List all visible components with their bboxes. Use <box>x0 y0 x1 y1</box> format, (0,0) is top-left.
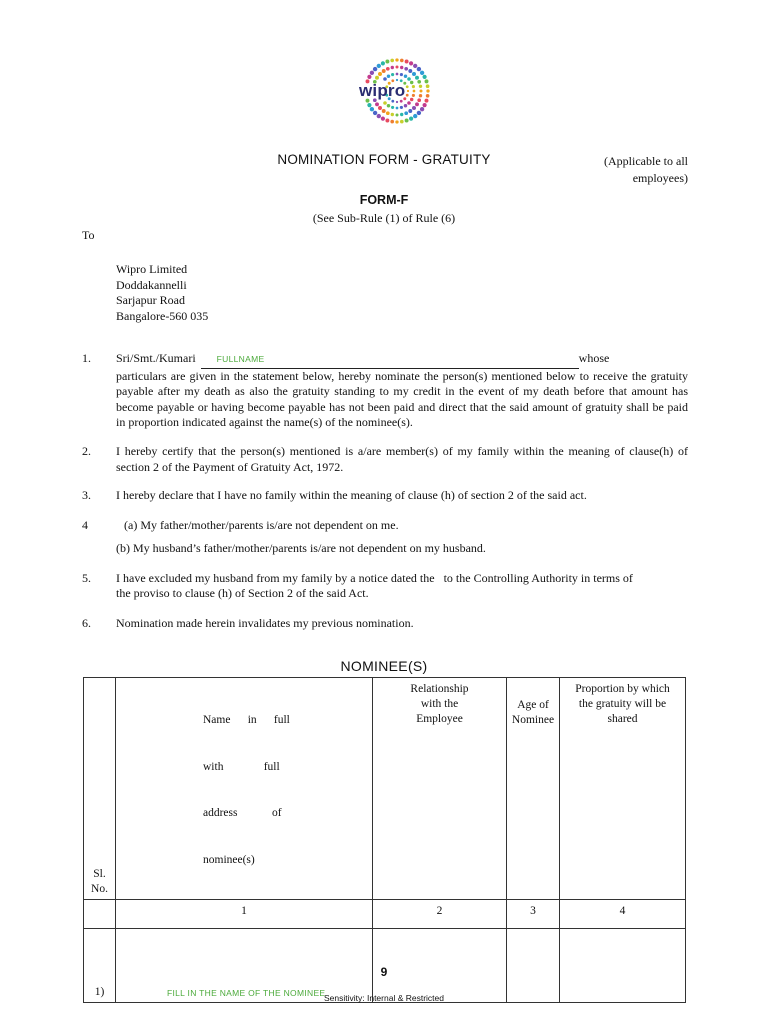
header-proportion-line-1: Proportion by which <box>575 683 670 695</box>
logo-dot <box>423 75 427 79</box>
item-number-3: 3. <box>82 488 91 502</box>
logo-dot <box>377 64 381 68</box>
logo-dot <box>396 114 399 117</box>
logo-dot <box>370 71 374 75</box>
logo-dot <box>406 85 409 88</box>
logo-dot <box>404 67 408 71</box>
logo-dot <box>400 120 404 124</box>
logo-dot <box>413 64 417 68</box>
header-relationship-line-1: Relationship <box>410 683 469 695</box>
logo-dot <box>383 101 387 105</box>
logo-dot <box>404 75 407 78</box>
header-relationship-line-2: with the <box>420 698 459 710</box>
item-number-5: 5. <box>82 571 91 585</box>
header-name-line-4: nominee(s) <box>203 853 255 866</box>
logo-dot <box>387 75 390 78</box>
item-number-4: 4 <box>82 518 88 532</box>
header-age <box>507 678 560 900</box>
logo-dot <box>408 109 412 113</box>
logo-dot <box>417 111 421 115</box>
logo-dot <box>391 73 394 76</box>
logo-dot <box>391 113 394 116</box>
logo-dot <box>375 76 379 80</box>
logo-dot <box>377 114 381 118</box>
logo-dot <box>386 111 390 115</box>
item-5-line-1: I have excluded my husband from my family by a notice dated the to the Controlling Authority in terms of <box>116 571 633 585</box>
logo-dot <box>400 106 403 109</box>
logo-dot <box>407 101 411 105</box>
logo-dot <box>396 101 398 103</box>
column-number-blank <box>84 900 116 929</box>
whose-label: whose <box>578 351 610 365</box>
company-address <box>116 262 208 324</box>
logo-dot <box>400 113 403 116</box>
logo-dot <box>417 80 421 84</box>
logo-dot <box>425 79 429 83</box>
logo-dot <box>385 119 389 123</box>
form-title: NOMINATION FORM - GRATUITY <box>277 152 491 167</box>
logo-dot <box>385 60 389 64</box>
logo-dot <box>410 98 413 101</box>
logo-dot <box>390 120 394 124</box>
logo-dot <box>396 73 399 76</box>
logo-dot <box>409 61 413 65</box>
logo-dot <box>413 114 417 118</box>
header-sl: Sl. <box>93 868 106 880</box>
logo-dot <box>412 72 416 76</box>
nominees-heading: NOMINEE(S) <box>340 658 428 674</box>
salutation-label: Sri/Smt./Kumari <box>116 351 196 365</box>
logo-dot <box>396 66 399 69</box>
logo-dot <box>425 99 429 103</box>
fullname-placeholder: FULLNAME <box>216 354 265 364</box>
logo-dot <box>400 73 403 76</box>
item-number-1: 1. <box>82 351 91 365</box>
logo-text: wipro <box>359 81 406 100</box>
logo-dot <box>412 106 416 110</box>
column-number-2: 2 <box>373 900 507 929</box>
logo-dot <box>395 120 398 123</box>
logo-dot <box>426 84 430 88</box>
applicability-line-1: (Applicable to all <box>604 154 688 168</box>
logo-dot <box>404 104 407 107</box>
logo-dot <box>367 75 371 79</box>
logo-dot <box>396 107 399 110</box>
address-line-2: Doddakannelli <box>116 277 187 292</box>
logo-dot <box>391 66 394 69</box>
logo-dot <box>391 106 394 109</box>
header-relationship <box>373 678 507 900</box>
logo-dot <box>370 107 374 111</box>
to-label: To <box>82 228 95 242</box>
header-name-line-3: address of <box>203 807 282 819</box>
form-name: FORM-F <box>359 193 409 207</box>
logo-dot <box>409 117 413 121</box>
header-relationship-line-3: Employee <box>416 713 463 725</box>
item-1-text <box>116 351 688 431</box>
table-header-row <box>84 678 686 900</box>
logo-dot <box>378 106 382 110</box>
address-line-3: Sarjapur Road <box>116 293 185 307</box>
logo-dot <box>400 66 403 69</box>
header-name <box>116 678 373 900</box>
nominee-name-placeholder: FILL IN THE NAME OF THE NOMINEE <box>167 988 326 998</box>
logo-dot <box>386 67 390 71</box>
column-number-row <box>84 900 686 929</box>
logo-dot <box>405 119 409 123</box>
logo-dot <box>407 77 411 81</box>
header-name-line-1: Name in full <box>203 714 290 726</box>
logo-dot <box>423 103 427 107</box>
logo-dot <box>406 94 409 97</box>
item-1-body: particulars are given in the statement below, hereby nominate the person(s) mentioned below to receive the gratuity payable after my death as also the gratuity standing to my credit in the event of my death before that amount has become payable or having become payable has not been paid and direct that the said amount of gratuity shall be paid in proportion indicated against the name(s) of the nominee(s). <box>116 368 688 429</box>
logo-dot <box>405 60 409 64</box>
logo-dot <box>382 69 386 73</box>
header-proportion-line-3: shared <box>607 713 638 725</box>
item-3-text: I hereby declare that I have no family within the meaning of clause (h) of section 2 of the said act. <box>116 488 587 502</box>
logo-dot <box>404 111 408 115</box>
header-age-line-1: Age of <box>517 699 549 711</box>
logo-dot <box>373 111 377 115</box>
fullname-field[interactable] <box>201 351 579 369</box>
logo-dot <box>400 59 404 63</box>
item-4a-text: (a) My father/mother/parents is/are not dependent on me. <box>124 518 399 532</box>
logo-dot <box>408 69 412 73</box>
logo-dot <box>407 90 409 92</box>
row-1-sl-text: 1) <box>94 986 105 998</box>
sensitivity-label: Sensitivity: Internal & Restricted <box>324 993 444 1003</box>
header-name-line-2: with full <box>203 760 280 773</box>
header-age-line-2: Nominee <box>511 714 555 726</box>
header-no: No. <box>91 883 108 895</box>
item-number-2: 2. <box>82 444 91 458</box>
item-number-6: 6. <box>82 616 91 630</box>
logo-dot <box>417 98 421 102</box>
logo-dot <box>375 102 379 106</box>
logo-dot <box>395 58 398 61</box>
logo-dot <box>378 72 382 76</box>
header-proportion <box>560 678 686 900</box>
logo-dot <box>381 117 385 121</box>
logo-dot <box>417 67 421 71</box>
header-sl-no <box>84 678 116 900</box>
logo-dot <box>420 71 424 75</box>
logo-dot <box>381 61 385 65</box>
address-line-1: Wipro Limited <box>116 262 188 276</box>
logo-dot <box>382 109 386 113</box>
logo-dot <box>415 76 419 80</box>
item-2-text: I hereby certify that the person(s) mentioned is a/are member(s) of my family within the meaning of clause(h) of section 2 of the Payment of Gratuity Act, 1972. <box>116 444 688 474</box>
page-number: 9 <box>380 965 388 979</box>
logo-dot <box>419 94 422 97</box>
wipro-logo <box>352 58 434 128</box>
item-6-text: Nomination made herein invalidates my previous nomination. <box>116 616 414 630</box>
column-number-4: 4 <box>560 900 686 929</box>
logo-dot <box>373 67 377 71</box>
logo-dot <box>420 107 424 111</box>
item-4b-text: (b) My husband’s father/mother/parents is/are not dependent on my husband. <box>116 541 486 555</box>
logo-dot <box>412 85 415 88</box>
logo-dot <box>415 102 419 106</box>
address-line-4: Bangalore-560 035 <box>116 308 209 323</box>
column-number-1: 1 <box>116 900 373 929</box>
logo-dot <box>390 59 394 63</box>
logo-dot <box>413 90 416 93</box>
item-5-line-2: the proviso to clause (h) of Section 2 of the said Act. <box>116 586 369 600</box>
logo-dot <box>367 103 371 107</box>
sub-rule-reference: (See Sub-Rule (1) of Rule (6) <box>312 211 456 225</box>
applicability-note <box>590 153 688 187</box>
applicability-line-2: employees) <box>632 171 688 185</box>
logo-dot <box>420 90 423 93</box>
logo-dot <box>410 81 413 84</box>
nominees-table <box>83 677 686 1003</box>
logo-dot <box>426 89 429 92</box>
header-proportion-line-2: the gratuity will be <box>578 698 667 710</box>
logo-dot <box>426 94 430 98</box>
column-number-3: 3 <box>507 900 560 929</box>
logo-dot <box>419 85 422 88</box>
logo-dot <box>412 94 415 97</box>
logo-dot <box>387 104 390 107</box>
